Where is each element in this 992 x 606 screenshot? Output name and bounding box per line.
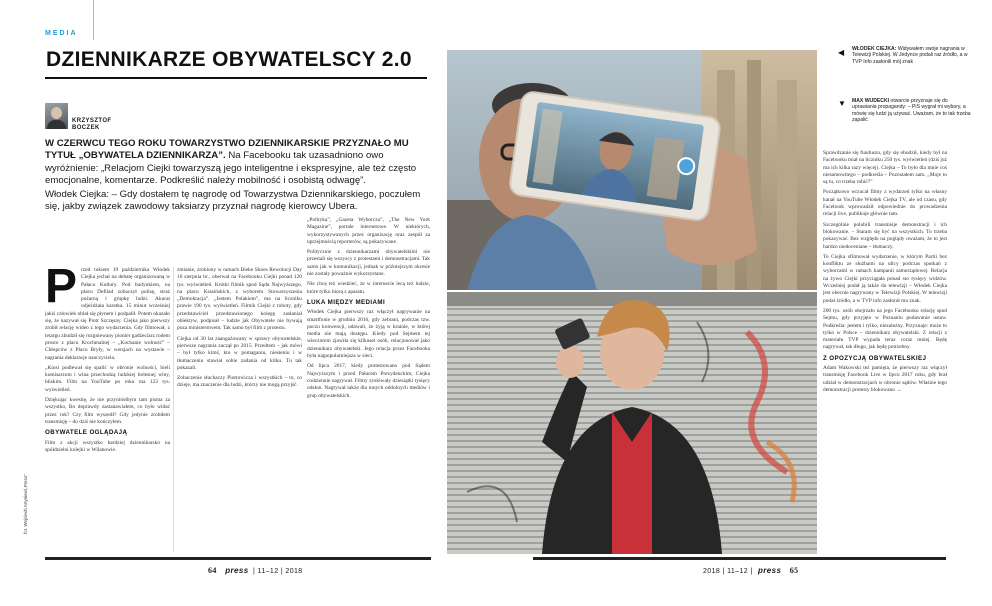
page-number: 65 — [789, 566, 799, 575]
caption-2-text: otwarcie przyznaje się do uprawiania propagandy: – PiS wygrał mi wybory, a mówię się ludzi ją używać. Uważam, że to tak trzeba zapalić — [852, 98, 971, 124]
lead-quote: Włodek Ciejka: – Gdy dostałem tę nagrodę od Towarzystwa Dziennikarskiego, poczułem się, jakby związek zawodowy taksiarzy przyznał nagrodę kierowcy Ubera. — [45, 189, 421, 213]
subheading: Z OPOZYCJĄ OBYWATELSKIEJ — [823, 354, 927, 362]
top-left-divider — [93, 0, 94, 40]
issue-date: | 11–12 | 2018 — [252, 568, 303, 575]
photo-credit: fot. Wojciech Artyniew/„Press” — [23, 474, 28, 534]
footer-rule-left — [45, 557, 431, 560]
body-paragraph: Szczególnie polubili transmisje demonstracji i ich blokowanie. – Staram się być na wszystkich. To trzeba pokazywać. Bez względu na poglądy uważam, że to jest bardzo niedoceniane – tłumaczy. — [823, 221, 947, 250]
caption-2 — [852, 98, 972, 124]
body-column-3 — [307, 137, 430, 553]
subheading: OBYWATELE OGLĄDAJĄ — [45, 429, 128, 437]
body-paragraph: Film z akcji wszystko bardziej dziennikarsko na spółdzielni kolejki w Wilanowie. — [45, 439, 170, 453]
drop-cap: P — [45, 267, 78, 313]
body-paragraph: Zobaczenie słuchaczy Piotrowicza i wszystkich – to, co dzieje, ma znaczenie dla ludzi, którzy nie mogą przyjść. — [177, 375, 302, 389]
photo-young-man-image — [447, 292, 817, 554]
body-paragraph: Politycznie z dziennikarzami obywatelskimi nie przestali się wszyscy z protestami i demonstracjami. Tak samo jak w komunikacji, jednak w późniejszym okresie nie zostały poważnie wykorzystane. — [307, 249, 430, 278]
author-last-name: BOCZEK — [72, 125, 100, 131]
caption-1-text: Widywałem swoje nagrania w Telewizji Polskiej. W Jedynce podali raz źródło, a w TVP Info zasłonili mój znak — [852, 46, 968, 65]
body-column-right — [823, 150, 947, 555]
body-paragraph: Włodek Ciejka pierwszy raz włączył nagrywanie na smartfonie w grudniu 2016, gdy zebrani, podczas tzw. puczu konwencji, udawali, że żyją w krainie, w której media nie mają dostępu. Kiedy pod Sejmem tej wieczorem zjawiła się kilkuset osób, relacjonował jako dziennikarz obywatelski. Jego relacja przez Facebooka była najpopularniejsza w sieci. — [307, 309, 430, 360]
author-first-name: KRZYSZTOF — [72, 118, 112, 124]
headline: DZIENNIKARZE OBYWATELSCY 2.0 — [46, 48, 412, 71]
body-paragraph: Sprawdzanie się funduszu, gdy się obudził, kiedy był na Facebooku miał na liczniku 250 tys. wyświetleń (dziś już ma ich kilka razy więcej). Ciejka – To było dla mnie coś niesamowitego – podkreśla – Pozostałem sam. „Moje to są tu, co trzeba robić?” — [823, 150, 947, 186]
body-paragraph: 200 tys. osób obejrzało na jego Facebooku relację spod Sejmu, gdy przyjęto w Poznaniu podawanie ustaw. Podkreśla: jestem i tylko, niezależny. Przyznaje: może to tylko w Polsce – dziennikarz obywatelski. Z relacji z materiału TVP wypada teraz coraz mniej. Będę nagrywał, tak długo, jak będę potrzebny. — [823, 307, 947, 351]
lead-text: Na Facebooku tak uzasadniono owo wyróżnienie: „Relacjom Ciejki towarzyszą jego inteligentne i ekspresyjne, ale też często emocjonalne, komentarze. Podkreślić należy mobilność i osobistą odwagę”. — [45, 150, 417, 186]
body-paragraph: Od lipca 2017, kiedy protestowano pod Sądem Najwyższym i przed Pałacem Prezydenckim, Ciejka codziennie nagrywał. Filmy zyskiwały dziesiątki tysięcy odsłon. Nagrywał także dla innych oddolnych mediów i grup obywatelskich. — [307, 363, 430, 399]
body-column-1 — [45, 267, 170, 552]
folio-left — [208, 566, 303, 575]
author-photo — [45, 103, 68, 129]
folio-right — [703, 566, 799, 575]
page-number: 64 — [208, 566, 217, 575]
caption-2-name: MAX WUDECKI — [852, 98, 890, 104]
body-paragraph: Dziękując kwestię, że nie przyniósłbym tam pisma za wszystko, Bo doprawdy zastanawiałem, co było widać przez rok? Czy film wyszedł? Gdy jedynie zrobiłem transmisję – do dziś nie kończyłem. — [45, 397, 170, 425]
photo-young-man-with-phone — [447, 292, 817, 554]
photo-man-image — [447, 50, 817, 290]
section-label: MEDIA — [45, 30, 78, 37]
lead-bold-intro: W CZERWCU TEGO ROKU TOWARZYSTWO DZIENNIKARSKIE PRZYZNAŁO MU TYTUŁ „OBYWATELA DZIENNIKARZA”. — [45, 138, 409, 162]
caption-1-name: WŁODEK CIEJKA: — [852, 46, 897, 52]
body-paragraph: Początkowo wrzucał filmy z wydarzeń tylko na własny kanał na YouTube Włodek Ciejka TV, ale od czasu, gdy Facebook wprowadził odpowiednie do prowadzenia relacji live, publikuje głównie tam. — [823, 189, 947, 218]
arrow-down-icon: ▼ — [838, 99, 846, 108]
body-paragraph: To Ciejka sfilmował wydarzenie, w którym Partii bez konfliktu ze służbami na ulicy podczas spotkań z wyborcami w ramach kampanii samorządowej. Relacja na żywo Ciejki przyciągała ponad sto tysięcy widzów. Wcześniej podał ją także do telewizji – Włodek Ciejka jest obecnie nagrywany w Telewizji Polskiej. W telewizji podał źródło, a w TVP info zasłonił mu znak. — [823, 253, 947, 304]
arrow-left-icon: ◀ — [838, 48, 845, 57]
body-paragraph: „Polityka”, „Gazeta Wyborcza”, „The New York Magazine”, portale internetowe. W niektórych, wykorzystywanych przez organizację oraz zespół za uprzejmością reporterów, są pokazywane. — [307, 217, 430, 245]
body-paragraph: zmianie, zrobiony w ramach Bieke Shoes Rewolucji Day 16 sierpnia br., oberwał na Facebooku Ciejki ponad 120 tys. wyświetleń. Krótki filmik spod Sądu Najwyższego, na placu Krasińskich, z wyborem Stowarzyszenia „Demokracja”. „Jestem Polakiem”, ma na liczniku prawie 190 tys. wyświetleń. Filmik Ciejki z roboty, gdy przedstawiciel przedstawionego kolegę zasłaniał obiektyw, podpisał – ludzie jak Obywatele nie bywają poza ministerstwem. Tak samo był film z protestu. — [177, 267, 302, 332]
body-paragraph: rzed rokiem 19 października Włodek Ciejka jechał na debatę organizowaną w Pałacu Kultury. Pod budynkiem, na placu Defilad zobaczył polisę, straż pożarną i grupkę ludzi. Akurat odjeżdżała karetka. 15 minut wcześniej jakiś człowiek oblał się płynem i podpalił. Potem okazało się, że nazywał się Piotr Szczęsny. Ciejka jako pierwszy zrobił relację wideo z tego wydarzenia. Gdy filmował, z letargu zbudził się rozgniewany pionier gadżeciarz rodem prosto z placu Krochmalnej – „Kochanie wolność” – Chłopców z Placu Bryły, w wersjach na wystawie – nagrania deklaracje nauczyciela. — [45, 267, 170, 361]
column-divider — [173, 267, 174, 552]
issue-date: 2018 | 11–12 | — [703, 568, 753, 575]
body-paragraph: Nie chcę też wiedzieć, że w internecie lecą też ludzie, które tylko biorą z aparatu. — [307, 281, 430, 295]
photo-man-with-phone — [447, 50, 817, 290]
body-column-2 — [177, 267, 302, 552]
magazine-logo: press — [758, 566, 782, 575]
caption-1 — [852, 46, 972, 65]
magazine-logo: press — [225, 566, 249, 575]
footer-rule-right — [533, 557, 946, 560]
body-paragraph: „Kiosi podlewał się spalić w obronie wolności, bieli komisarzom i wina przechodzą ludzkiej bolesnej winy, bliskim. Film na YouTube po roku ma 123 tys. wyświetleń. — [45, 364, 170, 393]
body-paragraph: Ciejka od 30 lat zaangażowany w sprawy obywatelskie, pierwsze nagrania zaczął po 2015. Przedtem – jak mówi – był tylko kimś, kto w pomaganiu, niesieniu i w tłumaczeniu stawiał sobie zadania od kilku. Tu tak pokazali. — [177, 335, 302, 371]
subheading: LUKA MIĘDZY MEDIAMI — [307, 298, 386, 306]
author-byline — [72, 118, 112, 132]
body-paragraph: Adam Wakowski też pamięta, że pierwszy raz włączył transmisję Facebook Live w lipcu 2017 roku, gdy brał udział w demonstracjach w obronie sądów. Właśnie tego demonstracji protesty blokowano → — [823, 365, 947, 393]
headline-rule — [45, 77, 427, 79]
